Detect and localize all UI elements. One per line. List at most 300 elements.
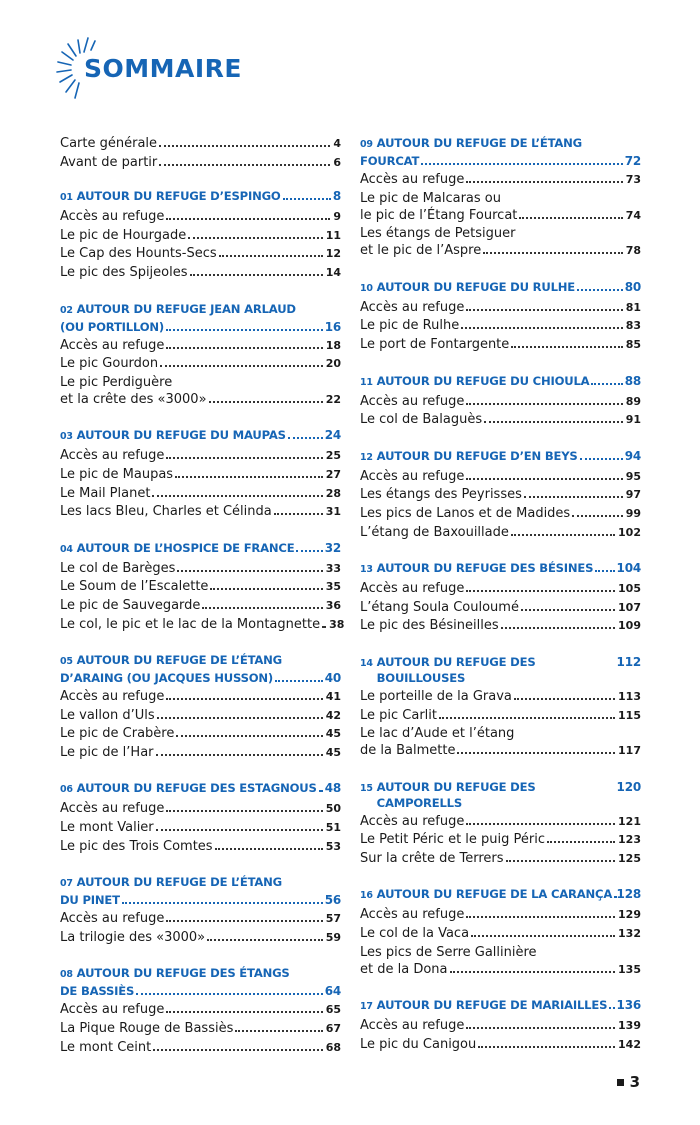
toc-section	[60, 965, 341, 1057]
toc-left-column	[60, 135, 345, 1075]
toc-entry[interactable]	[60, 929, 341, 948]
toc-entry-title: Accès au refuge	[60, 911, 165, 927]
toc-entry-line[interactable]: Le lac d’Aude et l’étang	[360, 726, 515, 742]
dot-leader	[501, 627, 615, 629]
dot-leader	[166, 329, 323, 331]
toc-entry-title: Le col de Balaguès	[360, 412, 483, 428]
dot-leader	[514, 698, 615, 700]
dot-leader	[283, 198, 331, 200]
dot-leader	[122, 902, 323, 904]
toc-section	[60, 540, 345, 634]
toc-entry[interactable]	[60, 355, 341, 374]
dot-leader	[166, 218, 330, 220]
toc-entry-title: Le Cap des Hounts-Secs	[60, 246, 217, 262]
toc-entry[interactable]	[360, 831, 641, 850]
toc-section-heading[interactable]	[60, 188, 341, 206]
toc-entry-title: Accès au refuge	[60, 448, 165, 464]
dot-leader	[159, 164, 330, 166]
toc-entry-title: Le Soum de l’Escalette	[60, 579, 209, 595]
dot-leader	[506, 860, 616, 862]
section-page-number: 48	[324, 781, 341, 796]
toc-page-number: 53	[325, 839, 341, 853]
toc-section-heading[interactable]	[360, 373, 641, 391]
section-page-number: 56	[324, 893, 341, 908]
toc-entry-title: Le porteille de la Grava	[360, 688, 512, 704]
page-number-text: 3	[629, 1073, 640, 1091]
toc-entry[interactable]	[360, 742, 641, 761]
toc-entry-line[interactable]: Le pic Perdiguère	[60, 374, 173, 390]
section-number: 11	[360, 376, 373, 388]
section-number: 09	[360, 139, 373, 150]
dot-leader	[521, 609, 615, 611]
dot-leader	[466, 478, 622, 480]
toc-entry[interactable]	[60, 819, 341, 838]
section-heading-text: AUTOUR DU REFUGE DE L’ÉTANG	[76, 653, 282, 668]
toc-entry-title: Carte générale	[60, 136, 158, 151]
dot-leader	[547, 841, 615, 843]
toc-entry[interactable]	[60, 578, 341, 597]
toc-page-number: 28	[325, 486, 341, 500]
section-heading-text: AUTOUR DE L’HOSPICE DE FRANCE	[76, 540, 295, 555]
section-number: 07	[60, 878, 73, 890]
toc-page-number: 105	[618, 582, 641, 596]
section-page-number: 120	[616, 779, 641, 794]
dot-leader	[572, 515, 622, 517]
dot-leader	[166, 457, 322, 459]
toc-entry-title: Le mont Ceint	[60, 1039, 152, 1055]
toc-entry-title: Le pic du Canigou	[360, 1036, 477, 1052]
toc-section-heading[interactable]	[60, 874, 341, 892]
toc-entry[interactable]	[360, 317, 641, 336]
toc-page-number: 102	[618, 525, 641, 539]
dot-leader	[202, 607, 322, 609]
toc-page-number: 81	[625, 300, 641, 314]
toc-entry[interactable]	[60, 466, 341, 485]
section-page-number: 88	[624, 373, 641, 388]
toc-entry[interactable]	[60, 1039, 341, 1058]
dot-leader	[188, 237, 322, 239]
toc-entry[interactable]	[60, 264, 341, 283]
toc-entry[interactable]	[60, 337, 341, 356]
toc-entry-title: Le vallon d’Uls	[60, 707, 155, 723]
toc-page-number: 36	[325, 598, 341, 612]
toc-entry-title: Le pic de Maupas	[60, 466, 174, 482]
toc-entry-title: Le pic de Rulhe	[360, 318, 460, 334]
toc-section-heading[interactable]	[60, 301, 341, 319]
section-page-number: 8	[332, 189, 341, 204]
toc-page-number: 123	[618, 833, 641, 847]
toc-section-heading[interactable]	[360, 153, 641, 169]
toc-entry[interactable]	[60, 597, 341, 616]
section-heading-text: AUTOUR DU REFUGE JEAN ARLAUD	[76, 301, 296, 316]
toc-page-number: 57	[325, 912, 341, 926]
toc-section-heading[interactable]	[60, 892, 341, 908]
toc-entry[interactable]	[60, 707, 341, 726]
toc-entry-title: Le pic Carlit	[360, 707, 437, 723]
toc-entry[interactable]	[360, 411, 641, 430]
section-page-number: 104	[616, 561, 641, 576]
toc-entry-title: Accès au refuge	[360, 1018, 465, 1034]
dot-leader	[466, 590, 615, 592]
dot-leader	[319, 790, 323, 792]
dot-leader	[274, 513, 323, 515]
section-page-number: 136	[616, 998, 641, 1013]
toc-entry[interactable]	[60, 838, 341, 857]
toc-section-heading[interactable]	[360, 448, 641, 466]
toc-page-number: 91	[625, 413, 641, 427]
section-heading-text: AUTOUR DU REFUGE DU MAUPAS	[76, 428, 286, 443]
dot-leader	[461, 327, 622, 329]
square-bullet-icon	[617, 1079, 624, 1086]
dot-leader	[466, 916, 615, 918]
toc-page-number: 38	[329, 617, 345, 631]
toc-page-number: 65	[325, 1003, 341, 1017]
toc-entry[interactable]	[360, 925, 641, 944]
dot-leader	[296, 550, 322, 552]
dot-leader	[580, 458, 623, 460]
section-page-number: 40	[324, 671, 341, 686]
toc-entry[interactable]	[360, 486, 641, 505]
toc-entry[interactable]	[360, 336, 641, 355]
toc-entry-title: Le mont Valier	[60, 820, 154, 836]
section-heading-text: AUTOUR DU REFUGE D’ESPINGO	[76, 189, 281, 204]
toc-entry[interactable]	[60, 616, 345, 635]
toc-entry-title: Accès au refuge	[360, 393, 465, 409]
dot-leader	[275, 680, 323, 682]
toc-page-number: 20	[325, 357, 341, 371]
dot-leader	[466, 309, 622, 311]
toc-entry[interactable]	[360, 906, 641, 925]
toc-page-number: 51	[325, 821, 341, 835]
dot-leader	[215, 848, 323, 850]
section-number: 01	[60, 192, 73, 204]
toc-entry-title: Accès au refuge	[360, 813, 465, 829]
toc-entry[interactable]	[360, 393, 641, 412]
toc-page-number: 95	[625, 469, 641, 483]
section-page-number: 16	[324, 319, 341, 334]
toc-page-number: 83	[625, 319, 641, 333]
toc-entry[interactable]	[360, 617, 641, 636]
toc-section	[360, 448, 641, 542]
toc-right-column	[360, 135, 641, 1072]
section-number: 05	[60, 656, 73, 668]
toc-page-number: 121	[618, 814, 641, 828]
section-number: 12	[360, 451, 373, 463]
toc-entry-line[interactable]: Le pic de Malcaras ou	[360, 190, 501, 206]
toc-page-number: 31	[325, 505, 341, 519]
toc-page-number: 41	[325, 690, 341, 704]
toc-entry-title: Le Petit Péric et le puig Péric	[360, 832, 546, 848]
toc-entry-title: le pic de l’Étang Fourcat	[360, 207, 518, 223]
section-heading-text: DU PINET	[60, 893, 120, 908]
section-page-number: 64	[324, 984, 341, 999]
toc-section-heading[interactable]	[60, 983, 341, 999]
toc-entry-title: Le pic de l’Har	[60, 744, 154, 760]
toc-entry-title: Le pic Gourdon	[60, 356, 159, 372]
dot-leader	[152, 495, 322, 497]
toc-entry[interactable]	[60, 391, 341, 410]
toc-entry-title: Accès au refuge	[360, 581, 465, 597]
toc-entry[interactable]	[60, 447, 341, 466]
dot-leader	[511, 534, 615, 536]
toc-entry-title: Le pic des Spijeoles	[60, 264, 188, 280]
dot-leader	[176, 735, 322, 737]
toc-page-number: 45	[325, 745, 341, 759]
toc-entry-line[interactable]: Les pics de Serre Gallinière	[360, 944, 537, 960]
dot-leader	[457, 752, 615, 754]
section-number: 02	[60, 304, 73, 316]
toc-page-number: 142	[618, 1037, 641, 1051]
toc-entry[interactable]	[360, 961, 641, 980]
toc-entry[interactable]	[60, 910, 341, 929]
toc-entry-title: Accès au refuge	[60, 801, 165, 817]
toc-entry[interactable]	[360, 242, 641, 261]
dot-leader	[159, 145, 330, 147]
section-number: 06	[60, 784, 73, 796]
toc-entry[interactable]	[60, 208, 341, 227]
toc-page-number: 22	[325, 392, 341, 406]
dot-leader	[209, 401, 323, 403]
section-heading-text: D’ARAING (OU JACQUES HUSSON)	[60, 671, 273, 686]
section-heading-text: FOURCAT	[360, 154, 420, 168]
toc-page-number: 132	[618, 927, 641, 941]
toc-entry[interactable]	[60, 245, 341, 264]
toc-entry-title: de la Balmette	[360, 743, 456, 759]
toc-page-number: 11	[325, 228, 341, 242]
toc-general-section	[60, 135, 341, 172]
toc-entry-title: Le port de Fontargente	[360, 336, 510, 352]
toc-page-number: 9	[333, 210, 341, 224]
toc-section-heading[interactable]	[60, 319, 341, 335]
dot-leader	[235, 1030, 322, 1032]
toc-section-heading[interactable]	[60, 427, 341, 445]
section-heading-text: AUTOUR DU REFUGE DU RULHE	[376, 279, 575, 294]
dot-leader	[609, 1007, 614, 1009]
toc-entry-title: Accès au refuge	[360, 299, 465, 315]
dot-leader	[439, 717, 615, 719]
dot-leader	[511, 346, 622, 348]
toc-section	[360, 779, 641, 869]
toc-section-heading[interactable]	[60, 965, 341, 983]
section-heading-text: AUTOUR DU REFUGE DES ESTAGNOUS	[76, 781, 317, 796]
dot-leader	[519, 217, 622, 219]
section-number: 14	[360, 657, 373, 669]
dot-leader	[219, 255, 323, 257]
toc-entry[interactable]	[360, 505, 641, 524]
toc-entry-title: Les pics de Lanos et de Madides	[360, 505, 571, 521]
page-title: SOMMAIRE	[84, 54, 242, 83]
toc-page-number: 78	[625, 244, 641, 258]
toc-section	[60, 874, 341, 947]
toc-section-heading[interactable]	[360, 560, 641, 578]
dot-leader	[166, 810, 322, 812]
toc-entry[interactable]	[60, 560, 341, 579]
toc-page-number: 125	[618, 851, 641, 865]
toc-entry-title: Le col de la Vaca	[360, 926, 470, 942]
toc-entry[interactable]	[360, 580, 641, 599]
toc-entry[interactable]	[360, 207, 641, 226]
toc-page-number: 139	[618, 1019, 641, 1033]
toc-page-number: 25	[325, 449, 341, 463]
dot-leader	[484, 421, 623, 423]
dot-leader	[471, 935, 615, 937]
section-heading-text: AUTOUR DU REFUGE DES ÉTANGS	[76, 966, 290, 981]
toc-section	[360, 373, 641, 430]
toc-entry-title: La trilogie des «3000»	[60, 929, 206, 945]
toc-entry[interactable]	[360, 299, 641, 318]
toc-page-number: 85	[625, 337, 641, 351]
toc-page-number: 45	[325, 727, 341, 741]
dot-leader	[524, 496, 623, 498]
section-heading-text: AUTOUR DU REFUGE DES BOUILLOUSES	[376, 654, 536, 685]
section-page-number: 128	[616, 887, 641, 902]
dot-leader	[166, 347, 322, 349]
toc-entry[interactable]	[60, 485, 341, 504]
toc-section	[60, 188, 341, 282]
toc-entry-title: Accès au refuge	[60, 1002, 165, 1018]
section-page-number: 94	[624, 448, 641, 463]
section-heading-text: AUTOUR DU REFUGE DE L’ÉTANG	[76, 875, 282, 890]
dot-leader	[450, 971, 616, 973]
toc-page-number: 42	[325, 708, 341, 722]
toc-entry[interactable]	[60, 744, 341, 763]
toc-entry[interactable]	[60, 503, 341, 522]
section-heading-text: AUTOUR DU REFUGE DES CAMPORELLS	[376, 779, 536, 810]
dot-leader	[190, 274, 323, 276]
section-heading-text: AUTOUR DU REFUGE DE L’ÉTANG	[376, 136, 582, 150]
toc-page-number: 107	[618, 600, 641, 614]
toc-entry-title: et le pic de l’Aspre	[360, 243, 482, 259]
toc-entry-title: Accès au refuge	[360, 468, 465, 484]
toc-entry-title: et la crête des «3000»	[60, 391, 207, 407]
dot-leader	[322, 626, 326, 628]
dot-leader	[207, 939, 323, 941]
page-number	[617, 1073, 640, 1091]
section-number: 17	[360, 1001, 373, 1013]
toc-section	[60, 301, 341, 410]
dot-leader	[166, 1011, 322, 1013]
section-heading-text: (OU PORTILLON)	[60, 319, 165, 334]
toc-section-heading[interactable]	[360, 279, 641, 297]
toc-page-number: 14	[325, 265, 341, 279]
toc-section	[360, 654, 641, 761]
toc-page-number: 117	[618, 744, 641, 758]
dot-leader	[478, 1046, 615, 1048]
toc-section-heading[interactable]	[360, 654, 641, 686]
toc-page-number: 109	[618, 619, 641, 633]
toc-entry-line[interactable]: Les étangs de Petsiguer	[360, 226, 516, 242]
toc-page-number: 68	[325, 1040, 341, 1054]
section-number: 13	[360, 564, 373, 576]
toc-entry[interactable]	[60, 1020, 341, 1039]
toc-entry[interactable]	[60, 135, 341, 154]
toc-entry[interactable]	[60, 227, 341, 246]
toc-entry-title: Sur la crête de Terrers	[360, 850, 504, 866]
toc-section-heading[interactable]	[360, 779, 641, 811]
toc-entry[interactable]	[360, 524, 641, 543]
dot-leader	[210, 588, 322, 590]
toc-section-heading[interactable]	[60, 780, 341, 798]
dot-leader	[166, 698, 322, 700]
section-heading-text: AUTOUR DU REFUGE D’EN BEYS	[376, 448, 578, 463]
toc-section	[360, 135, 641, 261]
toc-page-number: 59	[325, 930, 341, 944]
section-page-number: 112	[616, 654, 641, 669]
section-number: 10	[360, 282, 373, 294]
section-heading-text: AUTOUR DU REFUGE DE MARIAILLES	[376, 998, 608, 1013]
toc-entry-title: Accès au refuge	[360, 172, 465, 187]
toc-entry[interactable]	[360, 468, 641, 487]
toc-entry[interactable]	[360, 171, 641, 190]
toc-page-number: 115	[618, 708, 641, 722]
toc-section	[60, 652, 341, 762]
toc-entry[interactable]	[360, 1036, 641, 1055]
toc-entry-title: Avant de partir	[60, 154, 158, 170]
toc-entry-title: Le pic des Bésineilles	[360, 618, 499, 634]
toc-section	[60, 427, 341, 521]
toc-page-number: 89	[625, 394, 641, 408]
toc-section-heading[interactable]	[360, 997, 641, 1015]
toc-entry[interactable]	[360, 1017, 641, 1036]
section-number: 15	[360, 782, 373, 794]
section-number: 04	[60, 543, 73, 555]
toc-entry[interactable]	[60, 800, 341, 819]
dot-leader	[421, 163, 622, 165]
dot-leader	[157, 717, 323, 719]
toc-section	[360, 997, 641, 1054]
section-page-number: 24	[324, 428, 341, 443]
toc-entry-title: L’étang Soula Couloumé	[360, 599, 519, 615]
dot-leader	[177, 570, 322, 572]
section-heading-text: DE BASSIÈS	[60, 984, 135, 999]
toc-entry[interactable]	[360, 813, 641, 832]
toc-entry-title: Le pic de Sauvegarde	[60, 597, 201, 613]
toc-entry[interactable]	[60, 725, 341, 744]
toc-entry-title: Le pic des Trois Comtes	[60, 838, 213, 854]
dot-leader	[466, 403, 622, 405]
toc-entry[interactable]	[60, 1001, 341, 1020]
toc-page-number: 27	[325, 467, 341, 481]
toc-page-number: 113	[618, 689, 641, 703]
toc-section-heading[interactable]	[60, 652, 341, 670]
toc-entry[interactable]	[360, 688, 641, 707]
toc-section-heading[interactable]	[60, 670, 341, 686]
toc-entry[interactable]	[60, 688, 341, 707]
toc-page-number: 35	[325, 580, 341, 594]
dot-leader	[156, 754, 323, 756]
toc-entry[interactable]	[360, 599, 641, 618]
toc-entry[interactable]	[360, 707, 641, 726]
toc-section-heading[interactable]	[360, 886, 641, 904]
toc-entry[interactable]	[360, 850, 641, 869]
section-page-number: 72	[624, 154, 641, 168]
toc-entry-title: Les lacs Bleu, Charles et Célinda	[60, 504, 272, 520]
toc-entry-title: Le Mail Planet	[60, 485, 151, 501]
toc-page-number: 74	[625, 208, 641, 222]
toc-section-heading[interactable]	[360, 135, 641, 153]
toc-section-heading[interactable]	[60, 540, 341, 558]
section-page-number: 32	[324, 540, 341, 555]
dot-leader	[483, 252, 622, 254]
toc-entry[interactable]	[60, 154, 341, 173]
toc-entry-title: Le col, le pic et le lac de la Montagnette	[60, 616, 321, 632]
toc-entry-title: Accès au refuge	[60, 209, 165, 225]
dot-leader	[591, 383, 622, 385]
toc-page-number: 99	[625, 506, 641, 520]
toc-entry-title: Accès au refuge	[60, 337, 165, 353]
toc-page-number: 97	[625, 488, 641, 502]
section-number: 08	[60, 969, 73, 981]
